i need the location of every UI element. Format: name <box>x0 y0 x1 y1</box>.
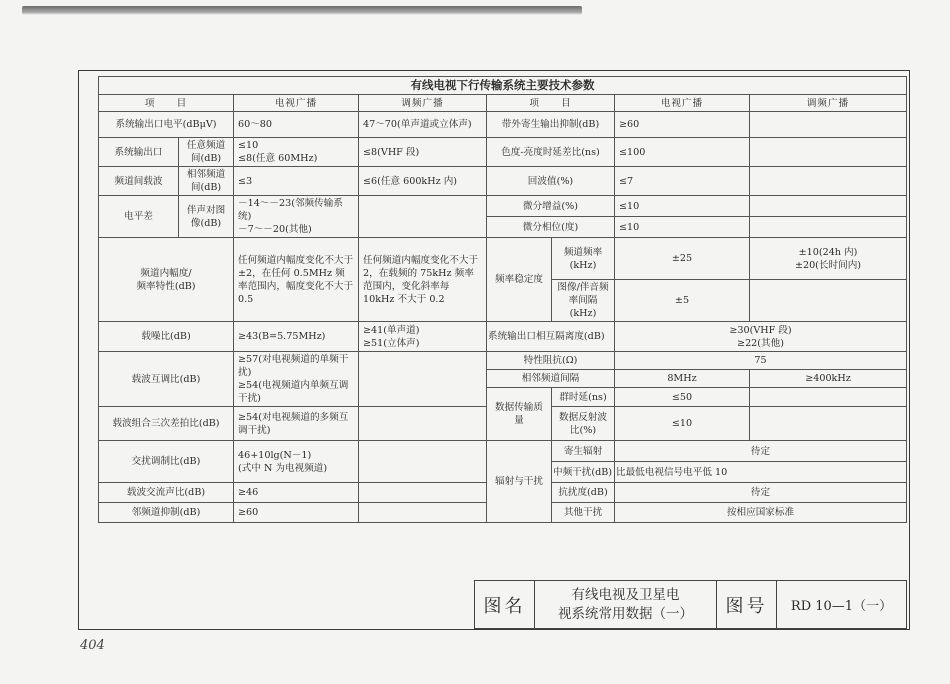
cell-label: 系统输出口电平(dBμV) <box>99 112 234 138</box>
cell-value: ≤50 <box>615 388 750 407</box>
cell-value: ≤6(任意 600kHz 内) <box>359 167 487 196</box>
cell-empty <box>359 503 487 523</box>
table-row <box>99 352 907 370</box>
cell-label: 系统输出口相互隔离度(dB) <box>487 322 615 352</box>
cell-value: ≥30(VHF 段) ≥22(其他) <box>615 322 907 352</box>
cell-sublabel: 中频干扰(dB) <box>552 462 615 483</box>
cell-empty <box>750 217 907 238</box>
cell-label: 频道内幅度/ 频率特性(dB) <box>99 238 234 322</box>
cell-value: ≥400kHz <box>750 370 907 388</box>
cell-value: ≤100 <box>615 138 750 167</box>
drawing-number-label: 图号 <box>717 581 777 629</box>
cell-empty <box>750 167 907 196</box>
cell-label: 交扰调制比(dB) <box>99 441 234 483</box>
cell-empty <box>359 196 487 238</box>
cell-label: 微分增益(%) <box>487 196 615 217</box>
cell-empty <box>750 138 907 167</box>
cell-label: 频率稳定度 <box>487 238 552 322</box>
cell-sublabel: 其他干扰 <box>552 503 615 523</box>
drawing-name: 有线电视及卫星电 视系统常用数据（一） <box>535 581 717 629</box>
cell-label: 邻频道抑制(dB) <box>99 503 234 523</box>
cell-sublabel: 数据反射波比(%) <box>552 407 615 441</box>
cell-sublabel: 寄生辐射 <box>552 441 615 462</box>
cell-value: ≥41(单声道) ≥51(立体声) <box>359 322 487 352</box>
cell-value: 按相应国家标准 <box>615 503 907 523</box>
cell-label: 电平差 <box>99 196 179 238</box>
cell-label: 特性阻抗(Ω) <box>487 352 615 370</box>
cell-sublabel: 图像/伴音频率间隔(kHz) <box>552 280 615 322</box>
header-item-right: 项 目 <box>487 95 615 112</box>
cell-value: ≥57(对电视频道的单频干扰) ≥54(电视频道内单频互调干扰) <box>234 352 359 407</box>
cell-value: 任何频道内幅度变化不大于 2，在载频的 75kHz 频率范围内，变化斜率每 10kHz 不大于 0.2 <box>359 238 487 322</box>
cell-label: 系统输出口 <box>99 138 179 167</box>
cell-sublabel: 任意频道间(dB) <box>179 138 234 167</box>
cell-label: 相邻频道间隔 <box>487 370 615 388</box>
header-fm-left: 调频广播 <box>359 95 487 112</box>
cell-label: 载波组合三次差拍比(dB) <box>99 407 234 441</box>
cell-value: －14～－23(邻频传输系统) －7～－20(其他) <box>234 196 359 238</box>
table-title: 有线电视下行传输系统主要技术参数 <box>99 77 907 95</box>
drawing-number: RD 10—1（一） <box>777 581 907 629</box>
cell-value: ≥46 <box>234 483 359 503</box>
cell-sublabel: 群时延(ns) <box>552 388 615 407</box>
cell-label: 数据传输质量 <box>487 388 552 441</box>
cell-value: ±5 <box>615 280 750 322</box>
cell-empty <box>750 112 907 138</box>
table-row <box>99 238 907 280</box>
header-fm-right: 调频广播 <box>750 95 907 112</box>
cell-sublabel: 相邻频道间(dB) <box>179 167 234 196</box>
scan-edge-shadow <box>22 6 582 15</box>
header-tv-left: 电视广播 <box>234 95 359 112</box>
table-row <box>99 138 907 167</box>
cell-label: 微分相位(度) <box>487 217 615 238</box>
cell-value: 8MHz <box>615 370 750 388</box>
cell-label: 带外寄生输出抑制(dB) <box>487 112 615 138</box>
cell-value: ≤10 ≤8(任意 60MHz) <box>234 138 359 167</box>
title-block <box>474 580 907 629</box>
cell-empty <box>750 196 907 217</box>
cell-label: 色度-亮度时延差比(ns) <box>487 138 615 167</box>
cell-value: 比最低电视信号电平低 10 <box>615 462 907 483</box>
cell-label: 载波互调比(dB) <box>99 352 234 407</box>
cell-empty <box>750 280 907 322</box>
cell-value: 待定 <box>615 483 907 503</box>
cell-empty <box>359 483 487 503</box>
cell-value: ≥54(对电视频道的多频互调干扰) <box>234 407 359 441</box>
spec-table <box>98 76 907 523</box>
cell-value: 60～80 <box>234 112 359 138</box>
cell-value: ≤10 <box>615 196 750 217</box>
cell-label: 载波交流声比(dB) <box>99 483 234 503</box>
page-number: 404 <box>80 638 105 653</box>
cell-value: ≤10 <box>615 407 750 441</box>
cell-value: 47～70(单声道或立体声) <box>359 112 487 138</box>
cell-value: ±25 <box>615 238 750 280</box>
table-row <box>99 441 907 462</box>
header-item-left: 项 目 <box>99 95 234 112</box>
cell-value: ≤3 <box>234 167 359 196</box>
cell-value: ≥43(B=5.75MHz) <box>234 322 359 352</box>
cell-value: 46+10lg(N－1) (式中 N 为电视频道) <box>234 441 359 483</box>
cell-value: ≥60 <box>615 112 750 138</box>
cell-label: 频道间载波 <box>99 167 179 196</box>
cell-sublabel: 伴声对图像(dB) <box>179 196 234 238</box>
cell-label: 载噪比(dB) <box>99 322 234 352</box>
cell-value: ≤8(VHF 段) <box>359 138 487 167</box>
header-tv-right: 电视广播 <box>615 95 750 112</box>
cell-empty <box>359 441 487 483</box>
drawing-name-label: 图名 <box>475 581 535 629</box>
header-row <box>99 95 907 112</box>
table-row <box>99 196 907 217</box>
table-row <box>99 167 907 196</box>
cell-value: 待定 <box>615 441 907 462</box>
cell-sublabel: 抗扰度(dB) <box>552 483 615 503</box>
cell-sublabel: 频道频率(kHz) <box>552 238 615 280</box>
cell-label: 辐射与干扰 <box>487 441 552 523</box>
cell-value: 任何频道内幅度变化不大于 ±2，在任何 0.5MHz 频率范围内，幅度变化不大于 0.5 <box>234 238 359 322</box>
cell-empty <box>750 407 907 441</box>
cell-value: ≤7 <box>615 167 750 196</box>
cell-label: 回波值(%) <box>487 167 615 196</box>
table-row <box>99 322 907 352</box>
cell-value: ≤10 <box>615 217 750 238</box>
cell-empty <box>359 352 487 407</box>
cell-value: ≥60 <box>234 503 359 523</box>
cell-value: ±10(24h 内) ±20(长时间内) <box>750 238 907 280</box>
cell-empty <box>359 407 487 441</box>
cell-empty <box>750 388 907 407</box>
table-row <box>99 112 907 138</box>
cell-value: 75 <box>615 352 907 370</box>
